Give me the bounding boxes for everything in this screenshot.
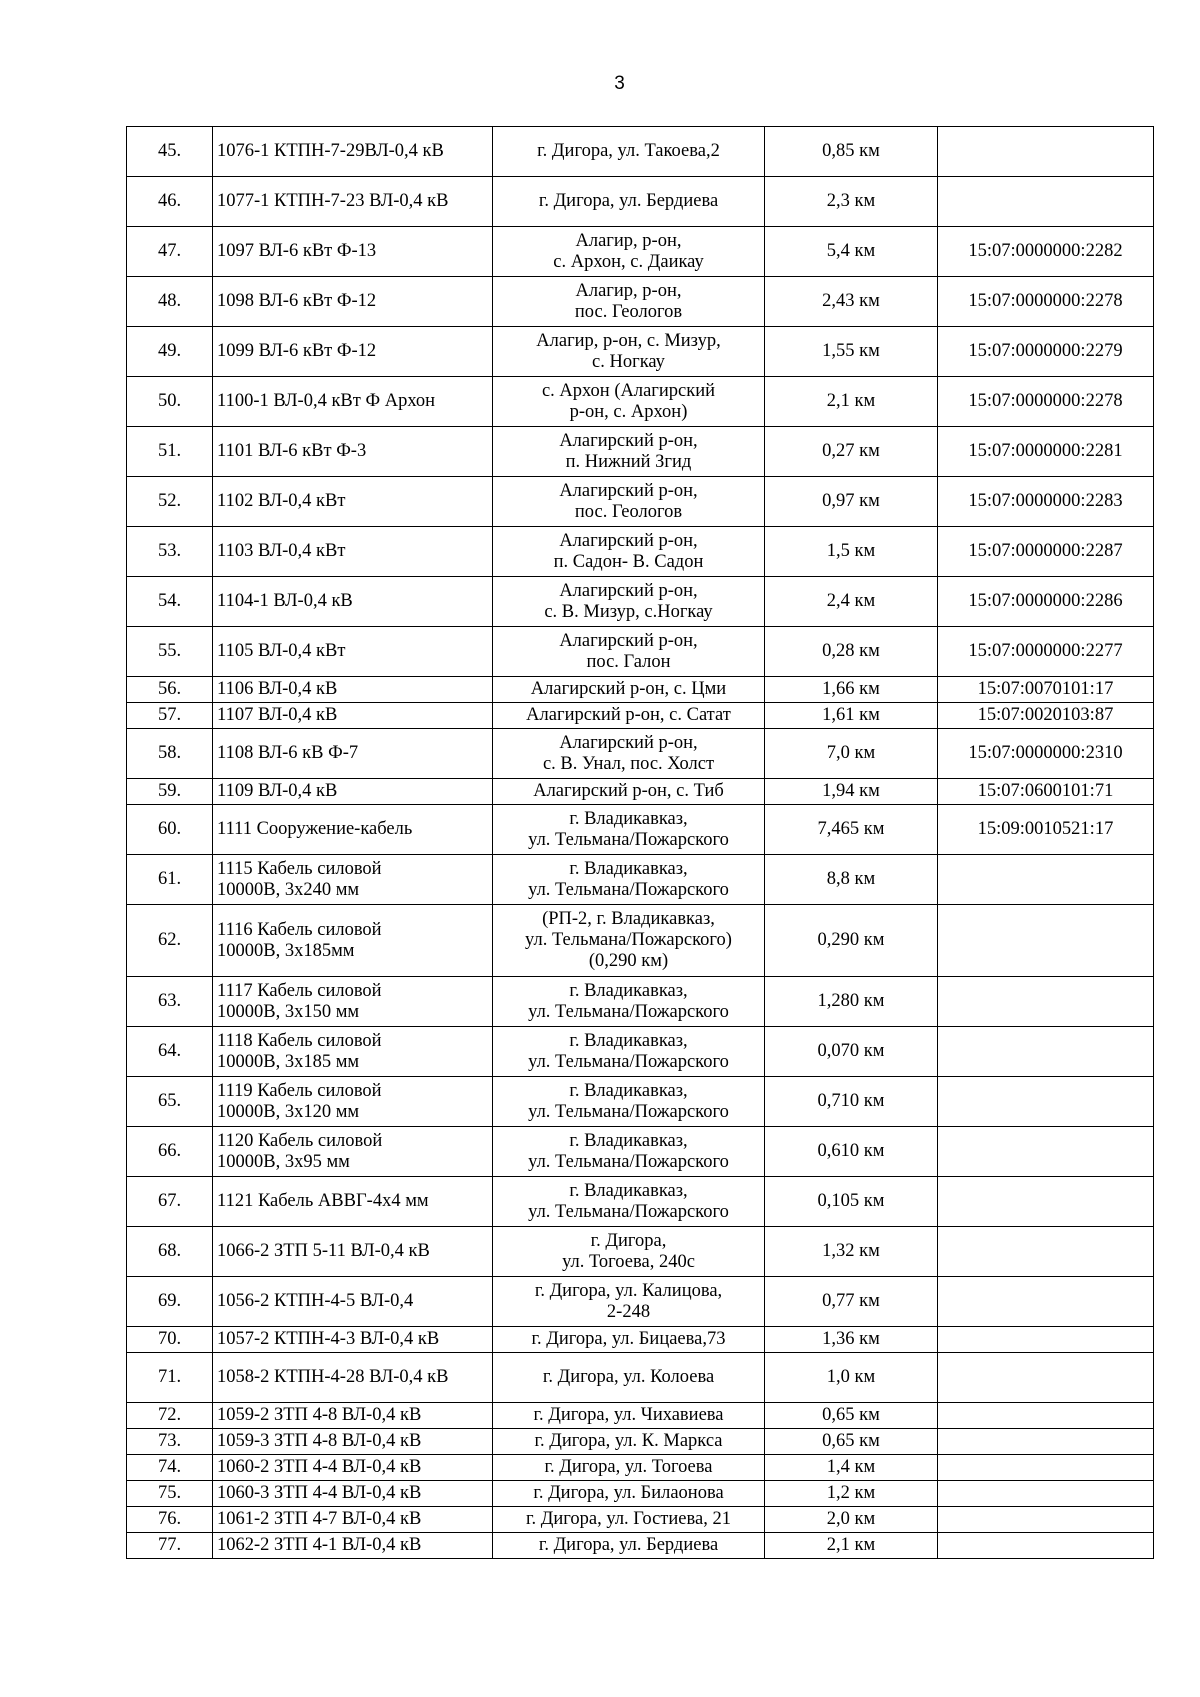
object-name-cell: 1057-2 КТПН-4-3 ВЛ-0,4 кВ (213, 1327, 493, 1353)
row-number-cell: 64. (127, 1027, 213, 1077)
address-cell: Алагирский р-он, с. В. Унал, пос. Холст (493, 729, 765, 779)
object-name-cell: 1059-2 ЗТП 4-8 ВЛ-0,4 кВ (213, 1403, 493, 1429)
row-number-cell: 58. (127, 729, 213, 779)
address-cell: г. Дигора, ул. Колоева (493, 1353, 765, 1403)
table-row (127, 227, 1154, 277)
row-number-cell: 74. (127, 1455, 213, 1481)
length-cell: 2,0 км (765, 1507, 938, 1533)
object-name-cell: 1119 Кабель силовой 10000В, 3х120 мм (213, 1077, 493, 1127)
row-number-cell: 60. (127, 805, 213, 855)
cadastral-number-cell (938, 1455, 1154, 1481)
cadastral-number-cell (938, 1533, 1154, 1559)
length-cell: 0,070 км (765, 1027, 938, 1077)
table-row (127, 1327, 1154, 1353)
cadastral-number-cell (938, 1429, 1154, 1455)
table-row (127, 677, 1154, 703)
object-name-cell: 1056-2 КТПН-4-5 ВЛ-0,4 (213, 1277, 493, 1327)
table-row (127, 427, 1154, 477)
cadastral-number-cell: 15:07:0070101:17 (938, 677, 1154, 703)
object-name-cell: 1109 ВЛ-0,4 кВ (213, 779, 493, 805)
table-row (127, 1481, 1154, 1507)
length-cell: 2,1 км (765, 377, 938, 427)
length-cell: 8,8 км (765, 855, 938, 905)
length-cell: 1,2 км (765, 1481, 938, 1507)
address-cell: с. Архон (Алагирский р-он, с. Архон) (493, 377, 765, 427)
address-cell: Алагир, р-он, с. Архон, с. Даикау (493, 227, 765, 277)
cadastral-number-cell (938, 1177, 1154, 1227)
table-row (127, 1227, 1154, 1277)
table-row (127, 1533, 1154, 1559)
table-row (127, 277, 1154, 327)
object-name-cell: 1059-3 ЗТП 4-8 ВЛ-0,4 кВ (213, 1429, 493, 1455)
row-number-cell: 56. (127, 677, 213, 703)
table-row (127, 855, 1154, 905)
row-number-cell: 71. (127, 1353, 213, 1403)
length-cell: 7,465 км (765, 805, 938, 855)
table-row (127, 1127, 1154, 1177)
cadastral-number-cell (938, 855, 1154, 905)
address-cell: г. Владикавказ, ул. Тельмана/Пожарского (493, 1027, 765, 1077)
table-row (127, 127, 1154, 177)
length-cell: 0,105 км (765, 1177, 938, 1227)
table-row (127, 377, 1154, 427)
address-cell: г. Дигора, ул. Калицова, 2-248 (493, 1277, 765, 1327)
address-cell: Алагирский р-он, пос. Геологов (493, 477, 765, 527)
table-row (127, 905, 1154, 977)
address-cell: Алагир, р-он, пос. Геологов (493, 277, 765, 327)
table-row (127, 527, 1154, 577)
table-row (127, 1353, 1154, 1403)
address-cell: г. Дигора, ул. Такоева,2 (493, 127, 765, 177)
row-number-cell: 54. (127, 577, 213, 627)
table-row (127, 1177, 1154, 1227)
row-number-cell: 55. (127, 627, 213, 677)
length-cell: 0,28 км (765, 627, 938, 677)
address-cell: г. Владикавказ, ул. Тельмана/Пожарского (493, 805, 765, 855)
address-cell: г. Дигора, ул. К. Маркса (493, 1429, 765, 1455)
length-cell: 0,85 км (765, 127, 938, 177)
object-name-cell: 1101 ВЛ-6 кВт Ф-3 (213, 427, 493, 477)
address-cell: г. Владикавказ, ул. Тельмана/Пожарского (493, 1127, 765, 1177)
length-cell: 0,65 км (765, 1403, 938, 1429)
table-row (127, 703, 1154, 729)
object-name-cell: 1107 ВЛ-0,4 кВ (213, 703, 493, 729)
cadastral-number-cell: 15:07:0000000:2283 (938, 477, 1154, 527)
cadastral-number-cell: 15:09:0010521:17 (938, 805, 1154, 855)
table-row (127, 177, 1154, 227)
row-number-cell: 72. (127, 1403, 213, 1429)
length-cell: 0,290 км (765, 905, 938, 977)
row-number-cell: 68. (127, 1227, 213, 1277)
address-cell: г. Дигора, ул. Тогоева, 240с (493, 1227, 765, 1277)
length-cell: 1,66 км (765, 677, 938, 703)
row-number-cell: 50. (127, 377, 213, 427)
table-row (127, 779, 1154, 805)
table-row (127, 1507, 1154, 1533)
table-row (127, 729, 1154, 779)
object-name-cell: 1116 Кабель силовой 10000В, 3х185мм (213, 905, 493, 977)
address-cell: г. Дигора, ул. Чихавиева (493, 1403, 765, 1429)
length-cell: 2,43 км (765, 277, 938, 327)
length-cell: 1,94 км (765, 779, 938, 805)
table-row (127, 1077, 1154, 1127)
address-cell: Алагирский р-он, с. В. Мизур, с.Ногкау (493, 577, 765, 627)
row-number-cell: 65. (127, 1077, 213, 1127)
row-number-cell: 51. (127, 427, 213, 477)
row-number-cell: 59. (127, 779, 213, 805)
object-name-cell: 1062-2 ЗТП 4-1 ВЛ-0,4 кВ (213, 1533, 493, 1559)
object-name-cell: 1120 Кабель силовой 10000В, 3х95 мм (213, 1127, 493, 1177)
row-number-cell: 70. (127, 1327, 213, 1353)
cadastral-number-cell: 15:07:0000000:2286 (938, 577, 1154, 627)
length-cell: 0,610 км (765, 1127, 938, 1177)
object-name-cell: 1118 Кабель силовой 10000В, 3х185 мм (213, 1027, 493, 1077)
row-number-cell: 77. (127, 1533, 213, 1559)
cadastral-number-cell: 15:07:0020103:87 (938, 703, 1154, 729)
row-number-cell: 57. (127, 703, 213, 729)
cadastral-number-cell: 15:07:0000000:2277 (938, 627, 1154, 677)
length-cell: 2,3 км (765, 177, 938, 227)
address-cell: г. Владикавказ, ул. Тельмана/Пожарского (493, 855, 765, 905)
table-row (127, 1403, 1154, 1429)
registry-table-body (127, 127, 1154, 1559)
length-cell: 7,0 км (765, 729, 938, 779)
table-row (127, 805, 1154, 855)
row-number-cell: 73. (127, 1429, 213, 1455)
object-name-cell: 1100-1 ВЛ-0,4 кВт Ф Архон (213, 377, 493, 427)
length-cell: 2,4 км (765, 577, 938, 627)
cadastral-number-cell: 15:07:0000000:2278 (938, 377, 1154, 427)
address-cell: г. Владикавказ, ул. Тельмана/Пожарского (493, 1177, 765, 1227)
address-cell: Алагирский р-он, с. Сатат (493, 703, 765, 729)
object-name-cell: 1099 ВЛ-6 кВт Ф-12 (213, 327, 493, 377)
object-name-cell: 1121 Кабель АВВГ-4х4 мм (213, 1177, 493, 1227)
registry-table (126, 126, 1154, 1559)
address-cell: (РП-2, г. Владикавказ, ул. Тельмана/Пожарского) (0,290 км) (493, 905, 765, 977)
length-cell: 1,61 км (765, 703, 938, 729)
address-cell: Алагир, р-он, с. Мизур, с. Ногкау (493, 327, 765, 377)
cadastral-number-cell (938, 1353, 1154, 1403)
length-cell: 2,1 км (765, 1533, 938, 1559)
object-name-cell: 1066-2 ЗТП 5-11 ВЛ-0,4 кВ (213, 1227, 493, 1277)
row-number-cell: 75. (127, 1481, 213, 1507)
row-number-cell: 67. (127, 1177, 213, 1227)
object-name-cell: 1061-2 ЗТП 4-7 ВЛ-0,4 кВ (213, 1507, 493, 1533)
address-cell: г. Владикавказ, ул. Тельмана/Пожарского (493, 977, 765, 1027)
row-number-cell: 48. (127, 277, 213, 327)
length-cell: 1,280 км (765, 977, 938, 1027)
address-cell: г. Дигора, ул. Бердиева (493, 177, 765, 227)
length-cell: 1,36 км (765, 1327, 938, 1353)
address-cell: Алагирский р-он, п. Нижний Згид (493, 427, 765, 477)
cadastral-number-cell: 15:07:0000000:2310 (938, 729, 1154, 779)
address-cell: Алагирский р-он, с. Тиб (493, 779, 765, 805)
address-cell: Алагирский р-он, с. Цми (493, 677, 765, 703)
address-cell: г. Владикавказ, ул. Тельмана/Пожарского (493, 1077, 765, 1127)
cadastral-number-cell (938, 1481, 1154, 1507)
address-cell: г. Дигора, ул. Билаонова (493, 1481, 765, 1507)
length-cell: 1,55 км (765, 327, 938, 377)
cadastral-number-cell (938, 1127, 1154, 1177)
row-number-cell: 76. (127, 1507, 213, 1533)
row-number-cell: 69. (127, 1277, 213, 1327)
table-row (127, 1429, 1154, 1455)
object-name-cell: 1104-1 ВЛ-0,4 кВ (213, 577, 493, 627)
cadastral-number-cell (938, 977, 1154, 1027)
object-name-cell: 1097 ВЛ-6 кВт Ф-13 (213, 227, 493, 277)
length-cell: 1,0 км (765, 1353, 938, 1403)
table-row (127, 977, 1154, 1027)
table-row (127, 577, 1154, 627)
object-name-cell: 1106 ВЛ-0,4 кВ (213, 677, 493, 703)
table-row (127, 627, 1154, 677)
object-name-cell: 1103 ВЛ-0,4 кВт (213, 527, 493, 577)
length-cell: 1,5 км (765, 527, 938, 577)
object-name-cell: 1108 ВЛ-6 кВ Ф-7 (213, 729, 493, 779)
length-cell: 0,710 км (765, 1077, 938, 1127)
length-cell: 1,4 км (765, 1455, 938, 1481)
object-name-cell: 1058-2 КТПН-4-28 ВЛ-0,4 кВ (213, 1353, 493, 1403)
table-row (127, 1277, 1154, 1327)
length-cell: 0,65 км (765, 1429, 938, 1455)
table-row (127, 327, 1154, 377)
cadastral-number-cell: 15:07:0000000:2279 (938, 327, 1154, 377)
cadastral-number-cell (938, 1277, 1154, 1327)
cadastral-number-cell (938, 127, 1154, 177)
length-cell: 1,32 км (765, 1227, 938, 1277)
page-number: 3 (614, 73, 625, 94)
row-number-cell: 47. (127, 227, 213, 277)
row-number-cell: 46. (127, 177, 213, 227)
row-number-cell: 62. (127, 905, 213, 977)
address-cell: г. Дигора, ул. Гостиева, 21 (493, 1507, 765, 1533)
cadastral-number-cell: 15:07:0000000:2281 (938, 427, 1154, 477)
row-number-cell: 61. (127, 855, 213, 905)
length-cell: 0,27 км (765, 427, 938, 477)
row-number-cell: 49. (127, 327, 213, 377)
cadastral-number-cell: 15:07:0000000:2287 (938, 527, 1154, 577)
object-name-cell: 1076-1 КТПН-7-29ВЛ-0,4 кВ (213, 127, 493, 177)
object-name-cell: 1077-1 КТПН-7-23 ВЛ-0,4 кВ (213, 177, 493, 227)
cadastral-number-cell (938, 1403, 1154, 1429)
cadastral-number-cell (938, 1077, 1154, 1127)
row-number-cell: 66. (127, 1127, 213, 1177)
object-name-cell: 1115 Кабель силовой 10000В, 3х240 мм (213, 855, 493, 905)
cadastral-number-cell (938, 1327, 1154, 1353)
row-number-cell: 63. (127, 977, 213, 1027)
object-name-cell: 1117 Кабель силовой 10000В, 3х150 мм (213, 977, 493, 1027)
object-name-cell: 1060-3 ЗТП 4-4 ВЛ-0,4 кВ (213, 1481, 493, 1507)
cadastral-number-cell (938, 1227, 1154, 1277)
row-number-cell: 53. (127, 527, 213, 577)
cadastral-number-cell: 15:07:0600101:71 (938, 779, 1154, 805)
address-cell: г. Дигора, ул. Бердиева (493, 1533, 765, 1559)
cadastral-number-cell: 15:07:0000000:2282 (938, 227, 1154, 277)
length-cell: 5,4 км (765, 227, 938, 277)
table-row (127, 477, 1154, 527)
table-row (127, 1455, 1154, 1481)
object-name-cell: 1060-2 ЗТП 4-4 ВЛ-0,4 кВ (213, 1455, 493, 1481)
row-number-cell: 45. (127, 127, 213, 177)
cadastral-number-cell (938, 905, 1154, 977)
object-name-cell: 1111 Сооружение-кабель (213, 805, 493, 855)
address-cell: Алагирский р-он, п. Садон- В. Садон (493, 527, 765, 577)
cadastral-number-cell (938, 177, 1154, 227)
object-name-cell: 1105 ВЛ-0,4 кВт (213, 627, 493, 677)
address-cell: г. Дигора, ул. Бицаева,73 (493, 1327, 765, 1353)
table-row (127, 1027, 1154, 1077)
cadastral-number-cell (938, 1507, 1154, 1533)
cadastral-number-cell: 15:07:0000000:2278 (938, 277, 1154, 327)
cadastral-number-cell (938, 1027, 1154, 1077)
address-cell: г. Дигора, ул. Тогоева (493, 1455, 765, 1481)
address-cell: Алагирский р-он, пос. Галон (493, 627, 765, 677)
object-name-cell: 1102 ВЛ-0,4 кВт (213, 477, 493, 527)
object-name-cell: 1098 ВЛ-6 кВт Ф-12 (213, 277, 493, 327)
length-cell: 0,77 км (765, 1277, 938, 1327)
length-cell: 0,97 км (765, 477, 938, 527)
row-number-cell: 52. (127, 477, 213, 527)
